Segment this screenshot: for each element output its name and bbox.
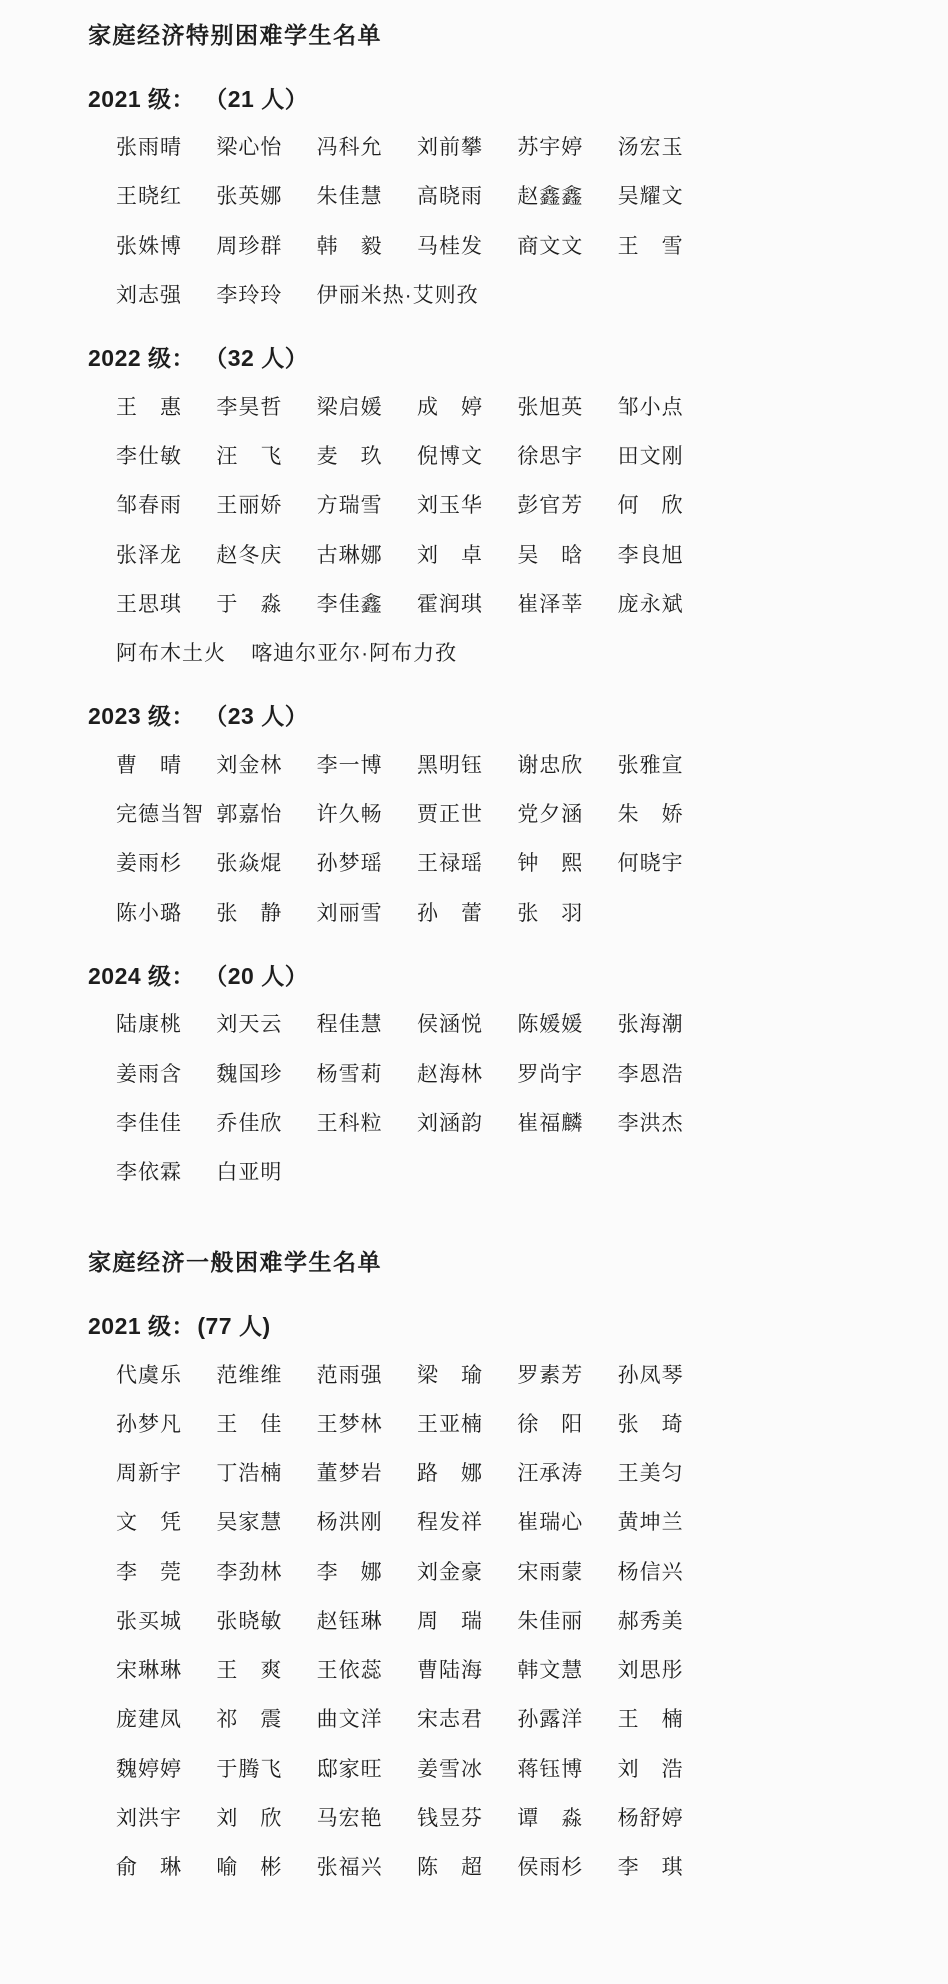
student-name: 程佳慧 bbox=[316, 1013, 383, 1037]
student-name: 曹陆海 bbox=[416, 1659, 483, 1683]
student-name: 文 凭 bbox=[116, 1511, 182, 1535]
special-difficulty-list bbox=[88, 14, 718, 1186]
student-name: 李 莞 bbox=[116, 1560, 182, 1584]
student-name: 张姝博 bbox=[116, 234, 182, 258]
student-name: 李佳鑫 bbox=[316, 592, 383, 616]
name-row bbox=[116, 493, 718, 519]
name-row bbox=[116, 444, 718, 470]
name-row bbox=[116, 753, 718, 779]
name-row bbox=[116, 641, 718, 667]
student-name: 侯雨杉 bbox=[517, 1856, 584, 1880]
student-name: 范雨强 bbox=[316, 1363, 383, 1387]
student-name: 董梦岩 bbox=[316, 1462, 383, 1486]
student-name: 于腾飞 bbox=[216, 1757, 283, 1781]
grade-count-label: (77 人) bbox=[197, 1313, 271, 1340]
student-name: 霍润琪 bbox=[416, 592, 483, 616]
name-row bbox=[116, 1363, 718, 1389]
name-row bbox=[116, 1062, 718, 1088]
name-row bbox=[116, 135, 718, 161]
student-name: 刘涵韵 bbox=[416, 1111, 483, 1135]
student-name: 韩文慧 bbox=[517, 1659, 584, 1683]
student-name: 曹 晴 bbox=[116, 753, 182, 777]
student-name: 祁 震 bbox=[216, 1708, 283, 1732]
student-name: 马宏艳 bbox=[316, 1806, 383, 1830]
student-name: 王丽娇 bbox=[216, 494, 283, 518]
grade-label: 2023 级： bbox=[88, 703, 196, 730]
student-name: 孙露洋 bbox=[517, 1708, 584, 1732]
student-name: 姜雪冰 bbox=[416, 1757, 483, 1781]
student-name: 朱佳慧 bbox=[316, 185, 383, 209]
name-grid bbox=[88, 1363, 718, 1882]
grade-count-label: （21 人） bbox=[215, 85, 309, 112]
name-grid bbox=[88, 135, 718, 309]
student-name: 张福兴 bbox=[316, 1856, 383, 1880]
student-name: 张英娜 bbox=[216, 185, 283, 209]
student-name: 李 娜 bbox=[316, 1560, 383, 1584]
grade-label: 2021 级： bbox=[88, 1313, 196, 1340]
student-name: 王禄瑶 bbox=[416, 852, 483, 876]
student-name: 古琳娜 bbox=[316, 543, 383, 567]
student-name: 李仕敏 bbox=[116, 445, 182, 469]
name-row bbox=[116, 234, 718, 260]
name-row bbox=[116, 1609, 718, 1635]
student-name: 黑明钰 bbox=[416, 753, 483, 777]
student-name: 韩 毅 bbox=[316, 234, 383, 258]
student-name: 杨雪莉 bbox=[316, 1062, 383, 1086]
grade-label: 2022 级： bbox=[88, 345, 196, 372]
grade-section-header bbox=[88, 345, 718, 373]
student-name: 彭官芳 bbox=[517, 494, 584, 518]
name-row bbox=[116, 901, 718, 927]
student-name: 李劲林 bbox=[216, 1560, 283, 1584]
student-name: 党夕涵 bbox=[517, 803, 584, 827]
student-name: 徐思宇 bbox=[517, 445, 584, 469]
student-name: 杨信兴 bbox=[617, 1560, 684, 1584]
name-row bbox=[116, 1461, 718, 1487]
student-name: 杨舒婷 bbox=[617, 1806, 684, 1830]
name-row bbox=[116, 1111, 718, 1137]
student-name: 孙凤琴 bbox=[617, 1363, 684, 1387]
student-name: 张买城 bbox=[116, 1609, 182, 1633]
student-name: 王美匀 bbox=[617, 1462, 684, 1486]
grade-section-header bbox=[88, 963, 718, 991]
student-name: 范维维 bbox=[216, 1363, 283, 1387]
student-name: 代虞乐 bbox=[116, 1363, 182, 1387]
student-name: 吴 晗 bbox=[517, 543, 584, 567]
student-name: 乔佳欣 bbox=[216, 1111, 283, 1135]
name-row bbox=[116, 592, 718, 618]
student-name: 刘志强 bbox=[116, 283, 182, 307]
grade-label: 2021 级： bbox=[88, 85, 196, 112]
student-name: 张焱焜 bbox=[216, 852, 283, 876]
student-name: 朱 娇 bbox=[617, 803, 684, 827]
student-name: 周新宇 bbox=[116, 1462, 182, 1486]
student-name: 宋志君 bbox=[416, 1708, 483, 1732]
name-row bbox=[116, 1412, 718, 1438]
student-name: 张晓敏 bbox=[216, 1609, 283, 1633]
student-name: 麦 玖 bbox=[316, 445, 383, 469]
name-row bbox=[116, 1510, 718, 1536]
student-name: 周 瑞 bbox=[416, 1609, 483, 1633]
student-name: 邹小点 bbox=[617, 395, 684, 419]
student-name: 赵鑫鑫 bbox=[517, 185, 584, 209]
student-name: 路 娜 bbox=[416, 1462, 483, 1486]
student-name: 李一博 bbox=[316, 753, 383, 777]
student-name: 高晓雨 bbox=[416, 185, 483, 209]
student-name: 侯涵悦 bbox=[416, 1013, 483, 1037]
student-name: 曲文洋 bbox=[316, 1708, 383, 1732]
name-row bbox=[116, 1855, 718, 1881]
student-name: 罗素芳 bbox=[517, 1363, 584, 1387]
student-name: 郝秀美 bbox=[617, 1609, 684, 1633]
list-title: 家庭经济特别困难学生名单 bbox=[88, 22, 382, 48]
student-name: 李恩浩 bbox=[617, 1062, 684, 1086]
student-name: 朱佳丽 bbox=[517, 1609, 584, 1633]
student-name: 张雅宣 bbox=[617, 753, 684, 777]
student-name: 陆康桃 bbox=[116, 1013, 182, 1037]
student-name: 刘天云 bbox=[216, 1013, 283, 1037]
student-name: 崔泽莘 bbox=[517, 592, 584, 616]
student-name: 郭嘉怡 bbox=[216, 803, 283, 827]
student-name: 陈 超 bbox=[416, 1856, 483, 1880]
student-name: 杨洪刚 bbox=[316, 1511, 383, 1535]
student-name: 吴家慧 bbox=[216, 1511, 283, 1535]
student-name: 崔瑞心 bbox=[517, 1511, 584, 1535]
student-name: 王 雪 bbox=[617, 234, 684, 258]
name-row bbox=[116, 1707, 718, 1733]
name-row bbox=[116, 1806, 718, 1832]
student-name: 刘洪宇 bbox=[116, 1806, 182, 1830]
student-name: 孙梦凡 bbox=[116, 1412, 182, 1436]
student-name: 倪博文 bbox=[416, 445, 483, 469]
grade-section-header bbox=[88, 1313, 718, 1341]
student-name: 成 婷 bbox=[416, 395, 483, 419]
name-row bbox=[116, 184, 718, 210]
grade-count-label: （32 人） bbox=[215, 345, 309, 372]
name-grid bbox=[88, 395, 718, 668]
student-name: 伊丽米热·艾则孜 bbox=[316, 283, 479, 307]
student-name: 王 爽 bbox=[216, 1659, 283, 1683]
student-name: 许久畅 bbox=[316, 803, 383, 827]
student-name: 王思琪 bbox=[116, 592, 182, 616]
student-name: 程发祥 bbox=[416, 1511, 483, 1535]
student-name: 刘 浩 bbox=[617, 1757, 684, 1781]
student-name: 张 羽 bbox=[517, 901, 584, 925]
student-name: 赵钰琳 bbox=[316, 1609, 383, 1633]
student-name: 徐 阳 bbox=[517, 1412, 584, 1436]
grade-section-header bbox=[88, 703, 718, 731]
student-name: 何晓宇 bbox=[617, 852, 684, 876]
student-name: 商文文 bbox=[517, 234, 584, 258]
student-name: 吴耀文 bbox=[617, 185, 684, 209]
student-name: 孙梦瑶 bbox=[316, 852, 383, 876]
student-name: 李良旭 bbox=[617, 543, 684, 567]
grade-section-header bbox=[88, 86, 718, 114]
student-name: 王 惠 bbox=[116, 395, 182, 419]
name-row bbox=[116, 543, 718, 569]
student-name: 张 琦 bbox=[617, 1412, 684, 1436]
name-row bbox=[116, 1160, 718, 1186]
name-row bbox=[116, 1012, 718, 1038]
list-title: 家庭经济一般困难学生名单 bbox=[88, 1249, 382, 1276]
student-name: 陈小璐 bbox=[116, 901, 182, 925]
student-name: 谢忠欣 bbox=[517, 753, 584, 777]
student-name: 刘金林 bbox=[216, 753, 283, 777]
student-name: 王依蕊 bbox=[316, 1659, 383, 1683]
student-name: 王晓红 bbox=[116, 185, 182, 209]
student-name: 汪 飞 bbox=[216, 445, 283, 469]
student-name: 喀迪尔亚尔·阿布力孜 bbox=[251, 642, 458, 666]
student-name: 钱昱芬 bbox=[416, 1806, 483, 1830]
name-row bbox=[116, 1560, 718, 1586]
grade-label: 2024 级： bbox=[88, 962, 196, 989]
student-name: 冯科允 bbox=[316, 136, 383, 160]
student-name: 姜雨杉 bbox=[116, 852, 182, 876]
student-name: 张泽龙 bbox=[116, 543, 182, 567]
student-name: 李佳佳 bbox=[116, 1111, 182, 1135]
student-name: 梁心怡 bbox=[216, 136, 283, 160]
student-name: 黄坤兰 bbox=[617, 1511, 684, 1535]
student-name: 李玲玲 bbox=[216, 283, 283, 307]
name-row bbox=[116, 283, 718, 309]
student-name: 梁 瑜 bbox=[416, 1363, 483, 1387]
student-name: 方瑞雪 bbox=[316, 494, 383, 518]
student-name: 张海潮 bbox=[617, 1013, 684, 1037]
student-name: 汤宏玉 bbox=[617, 136, 684, 160]
grade-count-label: （23 人） bbox=[215, 703, 309, 730]
student-name: 丁浩楠 bbox=[216, 1462, 283, 1486]
student-name: 王梦林 bbox=[316, 1412, 383, 1436]
student-name: 邹春雨 bbox=[116, 494, 182, 518]
student-name: 张旭英 bbox=[517, 395, 584, 419]
student-name: 白亚明 bbox=[216, 1161, 283, 1185]
name-grid bbox=[88, 753, 718, 927]
name-row bbox=[116, 1757, 718, 1783]
student-name: 刘 卓 bbox=[416, 543, 483, 567]
student-name: 钟 熙 bbox=[517, 852, 584, 876]
general-difficulty-list bbox=[88, 1209, 718, 1881]
student-name: 李依霖 bbox=[116, 1161, 182, 1185]
student-name: 王 楠 bbox=[617, 1708, 684, 1732]
student-name: 庞永斌 bbox=[617, 592, 684, 616]
student-name: 赵海林 bbox=[416, 1062, 483, 1086]
name-grid bbox=[88, 1012, 718, 1186]
student-name: 姜雨含 bbox=[116, 1062, 182, 1086]
student-name: 陈媛媛 bbox=[517, 1013, 584, 1037]
student-name: 魏国珍 bbox=[216, 1062, 283, 1086]
student-name: 梁启媛 bbox=[316, 395, 383, 419]
student-name: 宋雨蒙 bbox=[517, 1560, 584, 1584]
student-name: 李昊哲 bbox=[216, 395, 283, 419]
student-name: 阿布木土火 bbox=[116, 642, 226, 666]
student-name: 王 佳 bbox=[216, 1412, 283, 1436]
student-name: 刘 欣 bbox=[216, 1806, 283, 1830]
student-name: 汪承涛 bbox=[517, 1462, 584, 1486]
student-name: 李 琪 bbox=[617, 1856, 684, 1880]
student-name: 刘丽雪 bbox=[316, 901, 383, 925]
student-name: 刘玉华 bbox=[416, 494, 483, 518]
name-row bbox=[116, 802, 718, 828]
student-name: 完德当智 bbox=[116, 803, 204, 827]
student-name: 刘前攀 bbox=[416, 136, 483, 160]
student-name: 周珍群 bbox=[216, 234, 283, 258]
student-name: 马桂发 bbox=[416, 234, 483, 258]
name-row bbox=[116, 1658, 718, 1684]
student-name: 罗尚宇 bbox=[517, 1062, 584, 1086]
student-name: 庞建凤 bbox=[116, 1708, 182, 1732]
student-name: 于 淼 bbox=[216, 592, 283, 616]
student-name: 刘金豪 bbox=[416, 1560, 483, 1584]
name-row bbox=[116, 395, 718, 421]
student-name: 崔福麟 bbox=[517, 1111, 584, 1135]
student-name: 蒋钰博 bbox=[517, 1757, 584, 1781]
student-name: 王科粒 bbox=[316, 1111, 383, 1135]
student-name: 贾正世 bbox=[416, 803, 483, 827]
student-name: 邸家旺 bbox=[316, 1757, 383, 1781]
student-name: 田文刚 bbox=[617, 445, 684, 469]
name-row bbox=[116, 851, 718, 877]
student-name: 俞 琳 bbox=[116, 1856, 182, 1880]
student-name: 魏婷婷 bbox=[116, 1757, 182, 1781]
student-name: 王亚楠 bbox=[416, 1412, 483, 1436]
student-name: 赵冬庆 bbox=[216, 543, 283, 567]
student-name: 孙 蕾 bbox=[416, 901, 483, 925]
student-name: 苏宇婷 bbox=[517, 136, 584, 160]
student-name: 宋琳琳 bbox=[116, 1659, 182, 1683]
student-name: 谭 淼 bbox=[517, 1806, 584, 1830]
grade-count-label: （20 人） bbox=[215, 962, 309, 989]
student-name: 张雨晴 bbox=[116, 136, 182, 160]
student-name: 张 静 bbox=[216, 901, 283, 925]
student-name: 李洪杰 bbox=[617, 1111, 684, 1135]
student-name: 刘思彤 bbox=[617, 1659, 684, 1683]
student-name: 喻 彬 bbox=[216, 1856, 283, 1880]
student-name: 何 欣 bbox=[617, 494, 684, 518]
